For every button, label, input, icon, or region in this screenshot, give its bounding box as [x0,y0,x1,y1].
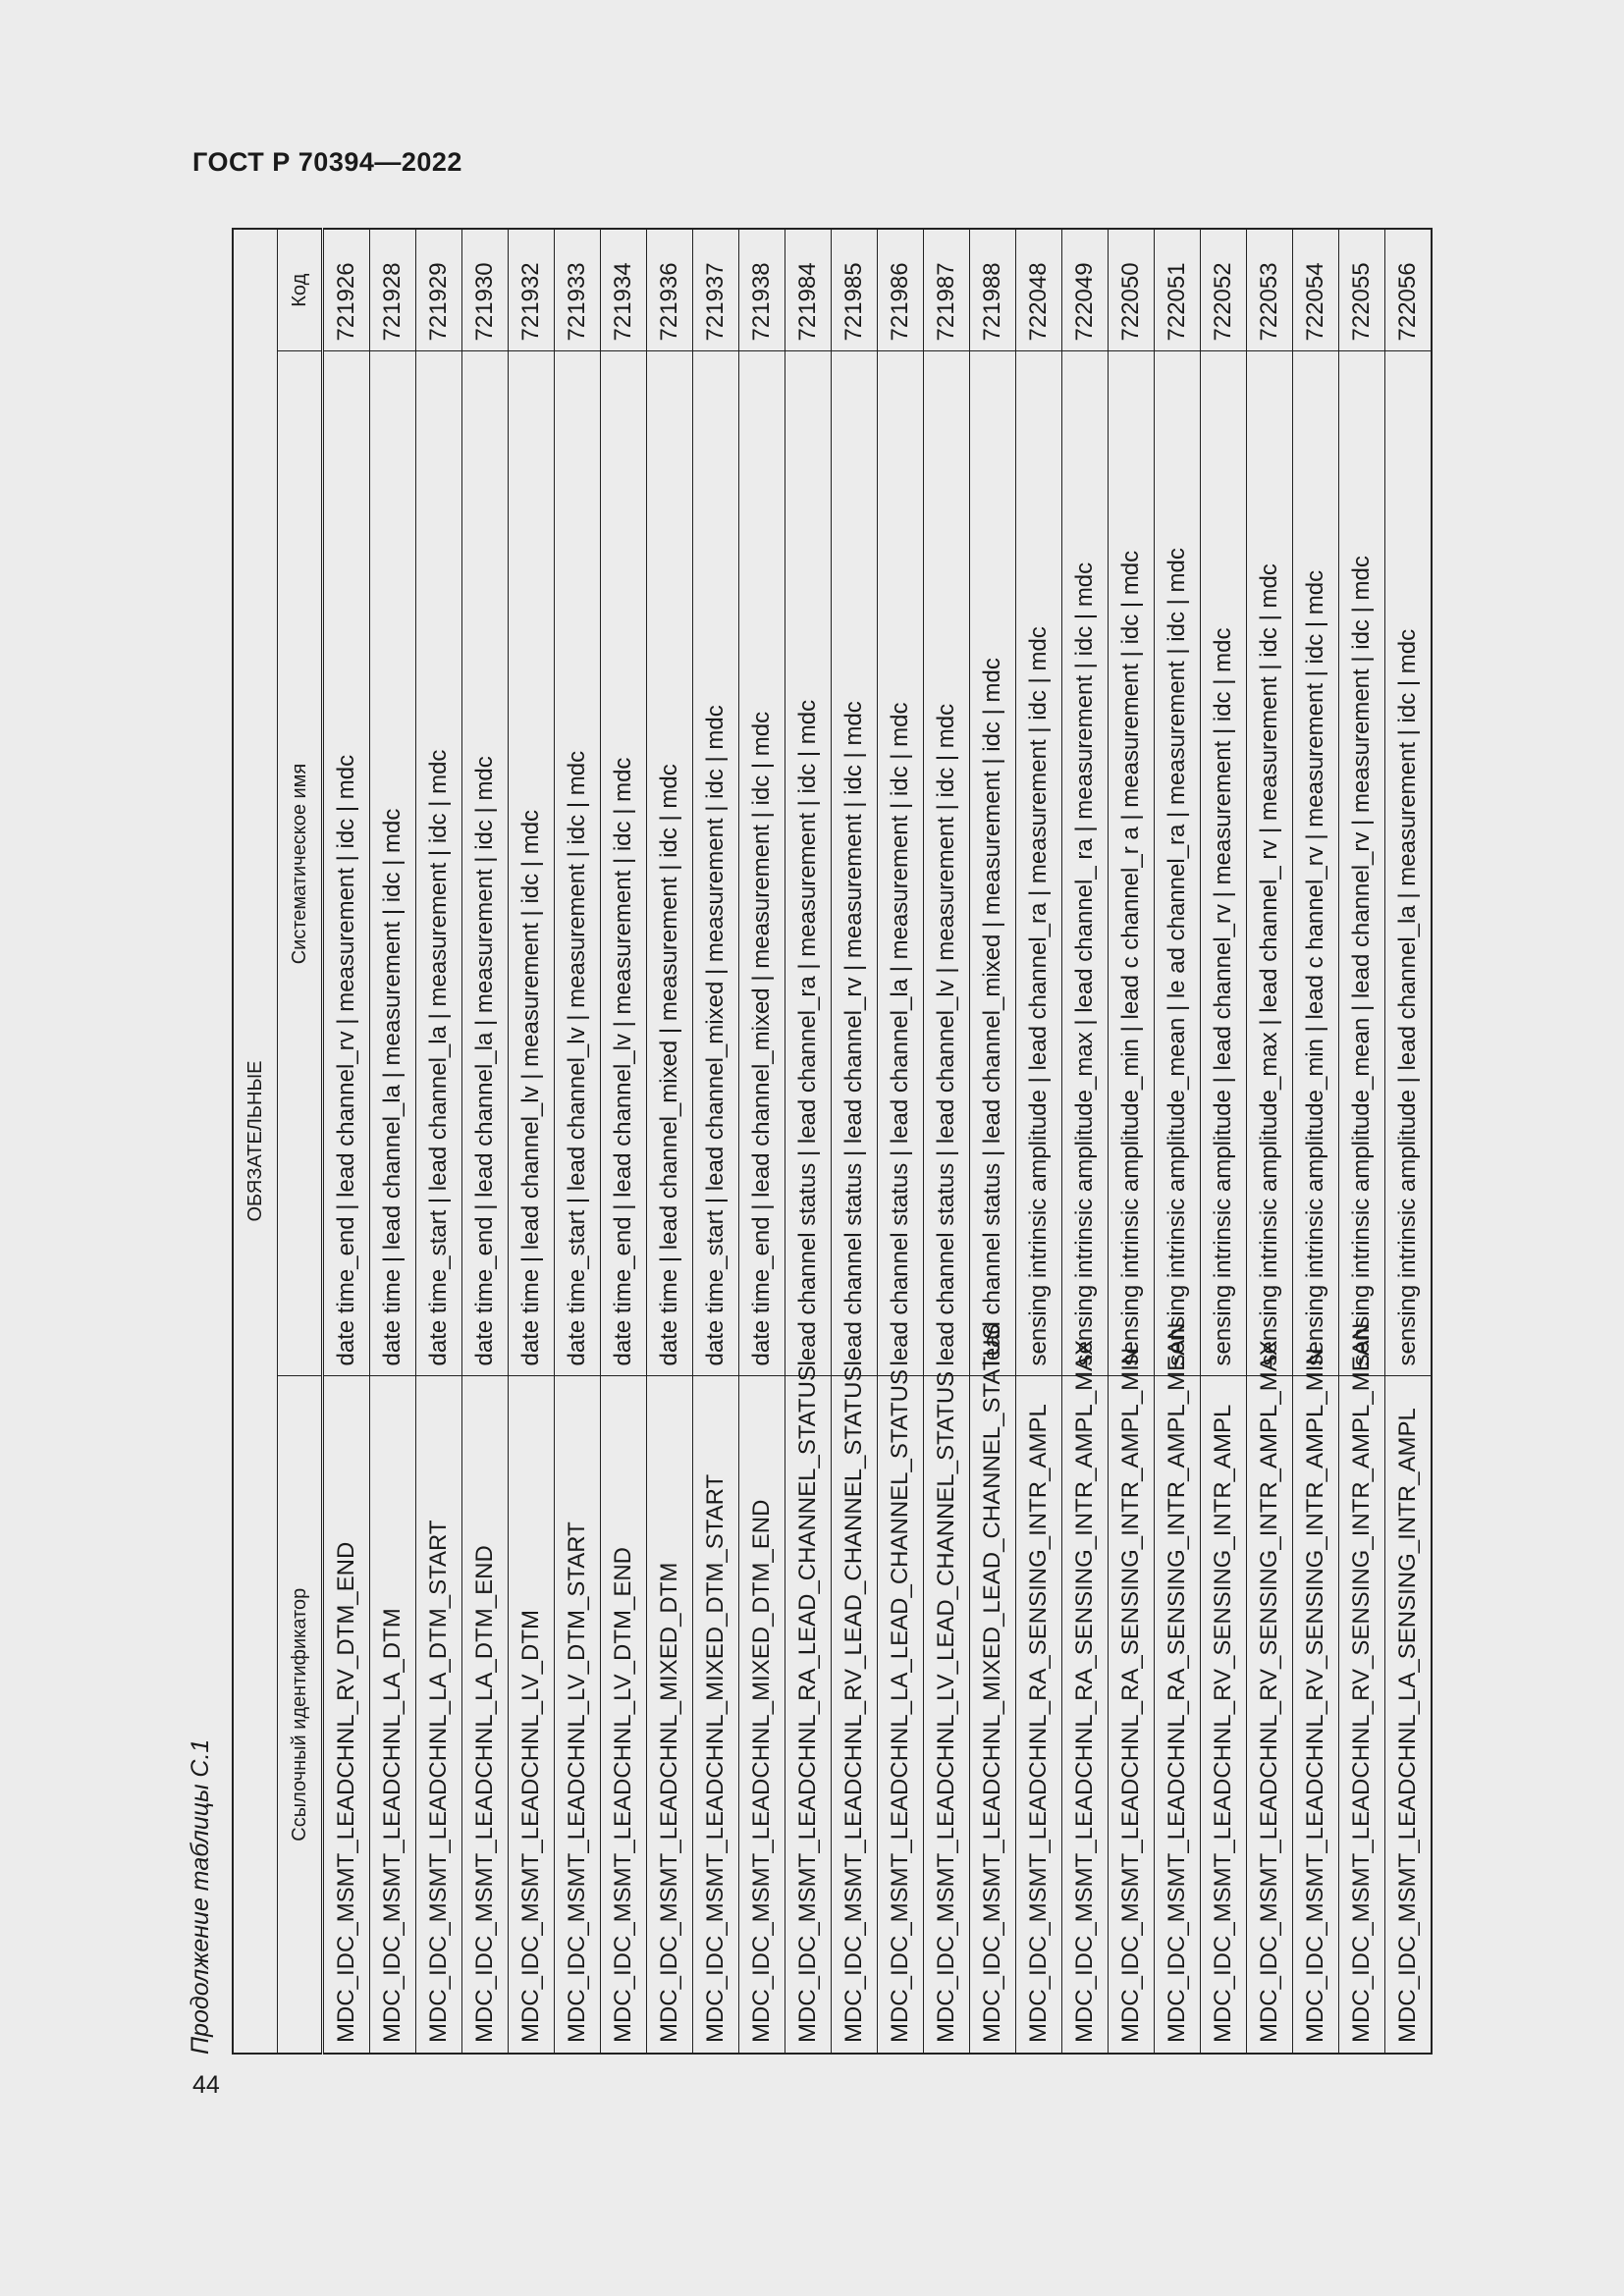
cell-reference-id: MDC_IDC_MSMT_LEADCHNL_RA_SENSING_INTR_AMPL [1016,1376,1062,2054]
cell-reference-id: MDC_IDC_MSMT_LEADCHNL_RA_LEAD_CHANNEL_STATUS [785,1376,832,2054]
cell-reference-id: MDC_IDC_MSMT_LEADCHNL_RA_SENSING_INTR_AMPL_MAX [1062,1376,1109,2054]
table-row [462,229,509,2054]
cell-reference-id: MDC_IDC_MSMT_LEADCHNL_LV_DTM [509,1376,555,2054]
cell-systematic-name: sensing intrinsic amplitude_max | lead channel_ ra | measurement | idc | mdc [1062,351,1109,1376]
cell-code: 722050 [1109,229,1155,351]
table-group-header-row [233,229,278,2054]
table-row [693,229,739,2054]
cell-reference-id: MDC_IDC_MSMT_LEADCHNL_MIXED_DTM_END [739,1376,785,2054]
cell-systematic-name: sensing intrinsic amplitude_min | lead c hannel_rv | measurement | idc | mdc [1293,351,1339,1376]
cell-code: 721933 [555,229,601,351]
cell-reference-id: MDC_IDC_MSMT_LEADCHNL_MIXED_DTM [647,1376,693,2054]
table-row [1155,229,1201,2054]
cell-code: 722051 [1155,229,1201,351]
cell-reference-id: MDC_IDC_MSMT_LEADCHNL_MIXED_DTM_START [693,1376,739,2054]
cell-code: 722054 [1293,229,1339,351]
cell-code: 721934 [601,229,647,351]
cell-reference-id: MDC_IDC_MSMT_LEADCHNL_LA_DTM_END [462,1376,509,2054]
cell-systematic-name: sensing intrinsic amplitude_mean | le ad channel_ra | measurement | idc | mdc [1155,351,1201,1376]
group-header: ОБЯЗАТЕЛЬНЫЕ [233,229,278,2054]
cell-systematic-name: date time_start | lead channel_mixed | measurement | idc | mdc [693,351,739,1376]
table-row [647,229,693,2054]
cell-reference-id: MDC_IDC_MSMT_LEADCHNL_RV_SENSING_INTR_AMPL_MEAN [1339,1376,1385,2054]
cell-reference-id: MDC_IDC_MSMT_LEADCHNL_LV_LEAD_CHANNEL_STATUS [924,1376,970,2054]
cell-code: 721930 [462,229,509,351]
cell-reference-id: MDC_IDC_MSMT_LEADCHNL_RA_SENSING_INTR_AMPL_MEAN [1155,1376,1201,2054]
cell-reference-id: MDC_IDC_MSMT_LEADCHNL_MIXED_LEAD_CHANNEL_STATUS [970,1376,1016,2054]
cell-systematic-name: date time_end | lead channel_rv | measurement | idc | mdc [323,351,370,1376]
cell-systematic-name: lead channel status | lead channel_ra | measurement | idc | mdc [785,351,832,1376]
rotated-page-content [187,230,1501,2055]
cell-systematic-name: date time_end | lead channel_la | measurement | idc | mdc [462,351,509,1376]
cell-code: 721936 [647,229,693,351]
table-row [555,229,601,2054]
table-row [509,229,555,2054]
cell-systematic-name: date time_start | lead channel_la | measurement | idc | mdc [416,351,462,1376]
table-caption: Продолжение таблицы С.1 [187,1738,214,2055]
cell-systematic-name: sensing intrinsic amplitude | lead channel_ra | measurement | idc | mdc [1016,351,1062,1376]
cell-reference-id: MDC_IDC_MSMT_LEADCHNL_LA_DTM [370,1376,416,2054]
cell-code: 721985 [832,229,878,351]
cell-code: 721987 [924,229,970,351]
table-row [878,229,924,2054]
cell-systematic-name: date time_end | lead channel_mixed | measurement | idc | mdc [739,351,785,1376]
table-row [1339,229,1385,2054]
cell-systematic-name: date time | lead channel_lv | measurement | idc | mdc [509,351,555,1376]
cell-code: 722052 [1201,229,1247,351]
page-number: 44 [192,2071,220,2099]
table-row [970,229,1016,2054]
table-frame [187,230,1501,2055]
cell-reference-id: MDC_IDC_MSMT_LEADCHNL_RV_SENSING_INTR_AMPL_MAX [1247,1376,1293,2054]
cell-reference-id: MDC_IDC_MSMT_LEADCHNL_RV_LEAD_CHANNEL_STATUS [832,1376,878,2054]
column-header-reference-id: Ссылочный идентификатор [278,1376,323,2054]
cell-code: 722048 [1016,229,1062,351]
cell-reference-id: MDC_IDC_MSMT_LEADCHNL_RV_DTM_END [323,1376,370,2054]
table-row [1201,229,1247,2054]
table-row [739,229,785,2054]
table-row [785,229,832,2054]
cell-systematic-name: lead channel status | lead channel_mixed | measurement | idc | mdc [970,351,1016,1376]
table-row [1109,229,1155,2054]
cell-reference-id: MDC_IDC_MSMT_LEADCHNL_LA_SENSING_INTR_AMPL [1385,1376,1433,2054]
document-header: ГОСТ Р 70394—2022 [192,147,462,177]
table-row [1385,229,1433,2054]
column-header-systematic-name: Систематическое имя [278,351,323,1376]
cell-reference-id: MDC_IDC_MSMT_LEADCHNL_LA_LEAD_CHANNEL_STATUS [878,1376,924,2054]
cell-reference-id: MDC_IDC_MSMT_LEADCHNL_RV_SENSING_INTR_AMPL [1201,1376,1247,2054]
cell-systematic-name: sensing intrinsic amplitude | lead channel_rv | measurement | idc | mdc [1201,351,1247,1376]
table-body [323,229,1433,2054]
cell-code: 722055 [1339,229,1385,351]
cell-systematic-name: lead channel status | lead channel_rv | measurement | idc | mdc [832,351,878,1376]
cell-systematic-name: date time_start | lead channel_lv | measurement | idc | mdc [555,351,601,1376]
table-row [1293,229,1339,2054]
cell-reference-id: MDC_IDC_MSMT_LEADCHNL_RA_SENSING_INTR_AMPL_MIN [1109,1376,1155,2054]
cell-systematic-name: sensing intrinsic amplitude_min | lead c channel_r a | measurement | idc | mdc [1109,351,1155,1376]
cell-systematic-name: sensing intrinsic amplitude_mean | lead channel_rv | measurement | idc | mdc [1339,351,1385,1376]
cell-systematic-name: sensing intrinsic amplitude | lead channel_la | measurement | idc | mdc [1385,351,1433,1376]
table-row [832,229,878,2054]
cell-code: 721932 [509,229,555,351]
table-row [601,229,647,2054]
cell-code: 721937 [693,229,739,351]
cell-code: 721928 [370,229,416,351]
table-row [1016,229,1062,2054]
cell-systematic-name: lead channel status | lead channel_la | measurement | idc | mdc [878,351,924,1376]
cell-code: 721929 [416,229,462,351]
cell-systematic-name: lead channel status | lead channel_lv | measurement | idc | mdc [924,351,970,1376]
table-column-header-row [278,229,323,2054]
cell-code: 721938 [739,229,785,351]
cell-code: 721984 [785,229,832,351]
table-row [370,229,416,2054]
codes-table [232,228,1433,2055]
cell-systematic-name: date time | lead channel_la | measurement | idc | mdc [370,351,416,1376]
column-header-code: Код [278,229,323,351]
cell-code: 721988 [970,229,1016,351]
cell-code: 721986 [878,229,924,351]
cell-reference-id: MDC_IDC_MSMT_LEADCHNL_RV_SENSING_INTR_AMPL_MIN [1293,1376,1339,2054]
cell-systematic-name: date time | lead channel_mixed | measurement | idc | mdc [647,351,693,1376]
cell-code: 721926 [323,229,370,351]
cell-code: 722053 [1247,229,1293,351]
cell-code: 722056 [1385,229,1433,351]
table-row [1247,229,1293,2054]
table-row [323,229,370,2054]
table-row [1062,229,1109,2054]
cell-reference-id: MDC_IDC_MSMT_LEADCHNL_LV_DTM_END [601,1376,647,2054]
table-row [416,229,462,2054]
cell-systematic-name: date time_end | lead channel_lv | measurement | idc | mdc [601,351,647,1376]
cell-systematic-name: sensing intrinsic amplitude_max | lead channel_ rv | measurement | idc | mdc [1247,351,1293,1376]
cell-code: 722049 [1062,229,1109,351]
table-row [924,229,970,2054]
cell-reference-id: MDC_IDC_MSMT_LEADCHNL_LA_DTM_START [416,1376,462,2054]
cell-reference-id: MDC_IDC_MSMT_LEADCHNL_LV_DTM_START [555,1376,601,2054]
